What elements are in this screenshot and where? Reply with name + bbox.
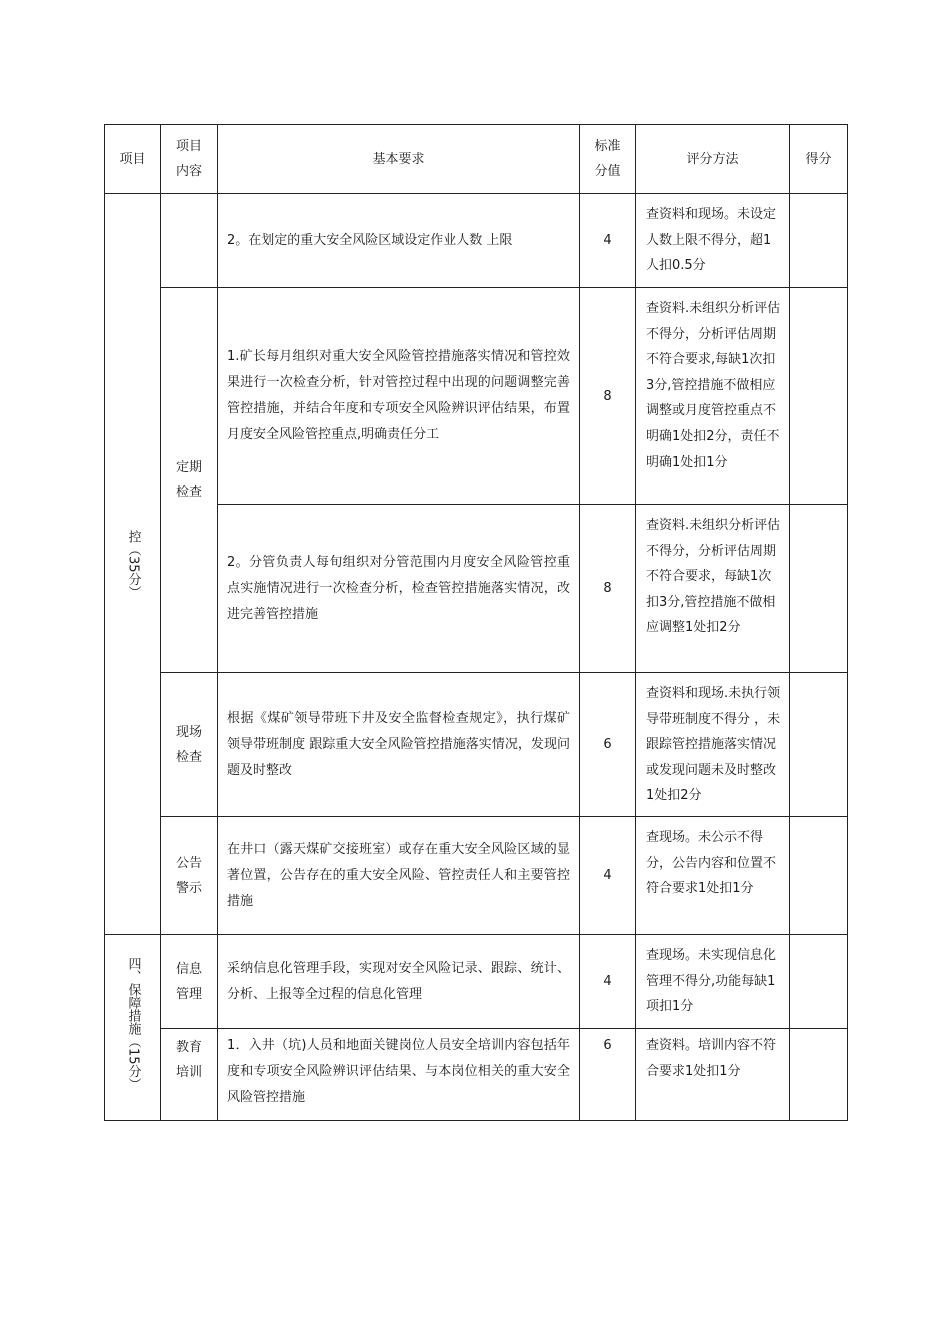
table-header-row (105, 125, 848, 194)
score-standard-cell: 4 (580, 194, 636, 288)
content-cell: 教育 培训 (161, 1029, 218, 1121)
header-requirement: 基本要求 (218, 125, 580, 194)
requirement-cell: 根据《煤矿领导带班下井及安全监督检查规定》，执行煤矿领导带班制度 跟踪重大安全风险管控措施落实情况，发现问题及时整改 (218, 673, 580, 817)
method-cell: 查资料和现场.未执行领导带班制度不得分 ，未跟踪管控措施落实情况或发现问题未及时整改1处扣2分 (636, 673, 790, 817)
method-cell: 查资料.未组织分析评估不得分，分析评估周期不符合要求,每缺1次扣3分,管控措施不做相应调整或月度管控重点不明确1处扣2分，责任不明确1处扣1分 (636, 288, 790, 505)
table-row (105, 935, 848, 1029)
requirement-cell: 2。在划定的重大安全风险区域设定作业人数 上限 (218, 194, 580, 288)
header-item: 项目 (105, 125, 161, 194)
method-cell: 查资料。培训内容不符合要求1处扣1分 (636, 1029, 790, 1121)
content-cell: 定期 检查 (161, 288, 218, 673)
method-cell: 查资料和现场。未设定人数上限不得分，超1人扣0.5分 (636, 194, 790, 288)
section-control-label: 控（35分） (125, 529, 141, 599)
table-row (105, 288, 848, 505)
table-row (105, 673, 848, 817)
score-cell[interactable] (790, 817, 848, 935)
content-cell: 现场 检查 (161, 673, 218, 817)
scoring-table (104, 124, 848, 1121)
header-score: 得分 (790, 125, 848, 194)
method-cell: 查资料.未组织分析评估不得分，分析评估周期不符合要求，每缺1次扣3分,管控措施不做相应调整1处扣2分 (636, 505, 790, 673)
header-content: 项目 内容 (161, 125, 218, 194)
score-standard-cell: 8 (580, 288, 636, 505)
section-guarantee-label: 四、保障措施（15分） (125, 957, 141, 1091)
content-cell: 信息 管理 (161, 935, 218, 1029)
header-score-standard: 标准 分值 (580, 125, 636, 194)
requirement-cell: 2。分管负责人每旬组织对分管范围内月度安全风险管控重点实施情况进行一次检查分析，检查管控措施落实情况，改进完善管控措施 (218, 505, 580, 673)
requirement-cell: 采纳信息化管理手段，实现对安全风险记录、跟踪、统计、分析、上报等全过程的信息化管理 (218, 935, 580, 1029)
content-cell (161, 194, 218, 288)
requirement-cell: 1．入井（坑)人员和地面关键岗位人员安全培训内容包括年度和专项安全风险辨识评估结果、与本岗位相关的重大安全风险管控措施 (218, 1029, 580, 1121)
score-cell[interactable] (790, 505, 848, 673)
method-cell: 查现场。未实现信息化管理不得分,功能每缺1项扣1分 (636, 935, 790, 1029)
requirement-cell: 1.矿长每月组织对重大安全风险管控措施落实情况和管控效果进行一次检查分析，针对管控过程中出现的问题调整完善管控措施，并结合年度和专项安全风险辨识评估结果，布置月度安全风险管控重点,明确责任分工 (218, 288, 580, 505)
content-cell: 公告 警示 (161, 817, 218, 935)
table-row (105, 194, 848, 288)
section-cell-guarantee (105, 935, 161, 1121)
table-row (105, 1029, 848, 1121)
score-cell[interactable] (790, 935, 848, 1029)
header-method: 评分方法 (636, 125, 790, 194)
score-standard-cell: 6 (580, 673, 636, 817)
score-cell[interactable] (790, 1029, 848, 1121)
score-cell[interactable] (790, 194, 848, 288)
score-standard-cell: 6 (580, 1029, 636, 1121)
score-cell[interactable] (790, 673, 848, 817)
score-cell[interactable] (790, 288, 848, 505)
score-standard-cell: 8 (580, 505, 636, 673)
requirement-cell: 在井口（露天煤矿交接班室）或存在重大安全风险区域的显著位置，公告存在的重大安全风险、管控责任人和主要管控措施 (218, 817, 580, 935)
section-cell-control (105, 194, 161, 935)
table-row (105, 817, 848, 935)
score-standard-cell: 4 (580, 935, 636, 1029)
score-standard-cell: 4 (580, 817, 636, 935)
method-cell: 查现场。未公示不得分，公告内容和位置不符合要求1处扣1分 (636, 817, 790, 935)
